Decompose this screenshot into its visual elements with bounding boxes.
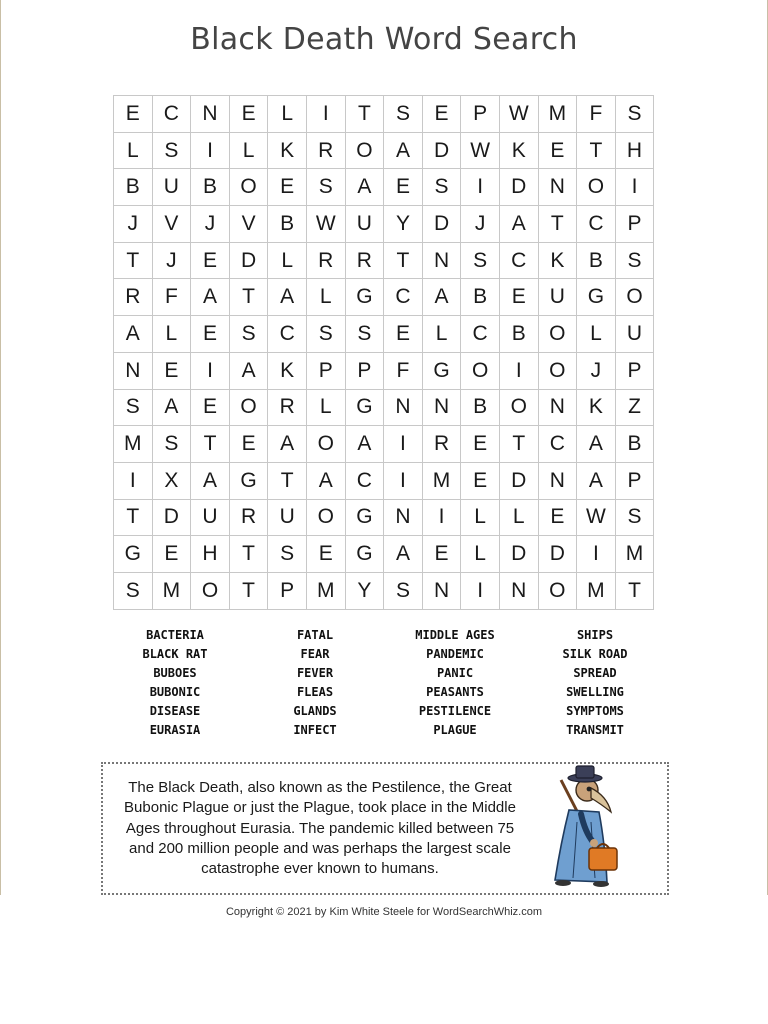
grid-cell: I	[306, 96, 345, 133]
grid-cell: N	[499, 572, 538, 609]
grid-cell: T	[615, 572, 654, 609]
grid-cell: U	[345, 206, 384, 243]
grid-cell: K	[268, 352, 307, 389]
grid-cell: S	[615, 96, 654, 133]
word-list-item: FEVER	[296, 666, 334, 680]
grid-cell: G	[114, 536, 153, 573]
grid-cell: M	[577, 572, 616, 609]
grid-cell: B	[461, 279, 500, 316]
grid-cell: E	[538, 132, 577, 169]
grid-row	[114, 242, 654, 279]
grid-cell: I	[461, 169, 500, 206]
grid-cell: W	[499, 96, 538, 133]
grid-cell: N	[422, 389, 461, 426]
grid-cell: C	[499, 242, 538, 279]
grid-cell: O	[499, 389, 538, 426]
grid-cell: J	[191, 206, 230, 243]
word-list-item: EURASIA	[149, 723, 201, 737]
word-list-item: PESTILENCE	[418, 704, 492, 718]
grid-cell: T	[384, 242, 423, 279]
grid-cell: N	[538, 169, 577, 206]
grid-cell: T	[577, 132, 616, 169]
grid-row	[114, 499, 654, 536]
grid-cell: A	[345, 426, 384, 463]
grid-cell: I	[191, 352, 230, 389]
grid-cell: R	[306, 242, 345, 279]
grid-cell: C	[152, 96, 191, 133]
grid-row	[114, 389, 654, 426]
grid-cell: C	[345, 462, 384, 499]
word-column-2	[245, 626, 385, 740]
grid-cell: P	[615, 352, 654, 389]
grid-cell: K	[499, 132, 538, 169]
word-list-item: FATAL	[296, 628, 334, 642]
grid-row	[114, 132, 654, 169]
grid-cell: L	[229, 132, 268, 169]
grid-cell: S	[615, 242, 654, 279]
grid-cell: G	[577, 279, 616, 316]
plague-doctor-icon	[541, 762, 631, 892]
grid-cell: O	[191, 572, 230, 609]
grid-cell: V	[229, 206, 268, 243]
grid-cell: O	[538, 316, 577, 353]
word-list-item: GLANDS	[293, 704, 337, 718]
grid-cell: F	[577, 96, 616, 133]
grid-cell: S	[306, 316, 345, 353]
grid-cell: O	[229, 169, 268, 206]
grid-cell: P	[268, 572, 307, 609]
grid-cell: I	[615, 169, 654, 206]
grid-cell: S	[461, 242, 500, 279]
word-list-item: BUBONIC	[149, 685, 201, 699]
grid-cell: P	[306, 352, 345, 389]
word-column-1	[105, 626, 245, 740]
grid-cell: E	[229, 96, 268, 133]
grid-cell: D	[538, 536, 577, 573]
grid-cell: M	[422, 462, 461, 499]
grid-cell: O	[306, 499, 345, 536]
grid-cell: T	[499, 426, 538, 463]
grid-cell: O	[538, 572, 577, 609]
grid-cell: E	[191, 316, 230, 353]
grid-cell: R	[114, 279, 153, 316]
grid-cell: M	[615, 536, 654, 573]
grid-row	[114, 169, 654, 206]
grid-cell: K	[577, 389, 616, 426]
grid-cell: E	[499, 279, 538, 316]
word-list-item: PANIC	[436, 666, 474, 680]
grid-cell: D	[499, 536, 538, 573]
grid-cell: I	[577, 536, 616, 573]
grid-cell: A	[191, 462, 230, 499]
grid-cell: A	[152, 389, 191, 426]
grid-cell: Y	[345, 572, 384, 609]
grid-cell: L	[268, 96, 307, 133]
grid-cell: T	[191, 426, 230, 463]
grid-cell: C	[268, 316, 307, 353]
grid-cell: L	[114, 132, 153, 169]
grid-cell: S	[152, 132, 191, 169]
grid-cell: S	[306, 169, 345, 206]
grid-cell: A	[229, 352, 268, 389]
word-list-item: SYMPTOMS	[566, 704, 624, 718]
word-list-item: SPREAD	[573, 666, 617, 680]
grid-cell: B	[114, 169, 153, 206]
grid-cell: U	[538, 279, 577, 316]
grid-cell: H	[191, 536, 230, 573]
page-title: Black Death Word Search	[190, 22, 578, 57]
grid-cell: G	[229, 462, 268, 499]
grid-cell: R	[306, 132, 345, 169]
grid-cell: T	[114, 499, 153, 536]
word-list-item: DISEASE	[149, 704, 201, 718]
word-list-item: BACTERIA	[146, 628, 204, 642]
grid-row	[114, 316, 654, 353]
grid-cell: Z	[615, 389, 654, 426]
grid-cell: I	[461, 572, 500, 609]
grid-cell: S	[615, 499, 654, 536]
grid-cell: A	[268, 426, 307, 463]
grid-cell: T	[538, 206, 577, 243]
grid-cell: A	[577, 426, 616, 463]
grid-cell: I	[384, 462, 423, 499]
grid-cell: I	[499, 352, 538, 389]
grid-cell: U	[191, 499, 230, 536]
grid-cell: S	[114, 389, 153, 426]
word-list	[105, 626, 665, 740]
grid-cell: E	[191, 389, 230, 426]
grid-cell: E	[229, 426, 268, 463]
grid-cell: U	[268, 499, 307, 536]
grid-row	[114, 462, 654, 499]
grid-cell: N	[114, 352, 153, 389]
word-list-item: FEAR	[300, 647, 330, 661]
grid-row	[114, 572, 654, 609]
grid-cell: A	[306, 462, 345, 499]
grid-cell: C	[577, 206, 616, 243]
grid-cell: L	[306, 279, 345, 316]
grid-cell: W	[461, 132, 500, 169]
grid-cell: L	[152, 316, 191, 353]
grid-cell: S	[152, 426, 191, 463]
grid-cell: G	[345, 279, 384, 316]
grid-cell: S	[114, 572, 153, 609]
grid-cell: L	[577, 316, 616, 353]
grid-cell: P	[615, 206, 654, 243]
grid-cell: J	[152, 242, 191, 279]
grid-cell: N	[538, 462, 577, 499]
grid-cell: K	[268, 132, 307, 169]
word-list-item: BLACK RAT	[142, 647, 208, 661]
grid-cell: B	[268, 206, 307, 243]
grid-cell: D	[152, 499, 191, 536]
grid-cell: E	[461, 426, 500, 463]
word-list-item: TRANSMIT	[566, 723, 624, 737]
grid-cell: R	[422, 426, 461, 463]
word-list-item: INFECT	[293, 723, 337, 737]
grid-row	[114, 426, 654, 463]
word-list-item: PLAGUE	[433, 723, 477, 737]
grid-cell: O	[345, 132, 384, 169]
grid-cell: E	[268, 169, 307, 206]
grid-cell: E	[461, 462, 500, 499]
grid-cell: S	[384, 96, 423, 133]
grid-cell: N	[384, 389, 423, 426]
grid-cell: C	[538, 426, 577, 463]
grid-cell: X	[152, 462, 191, 499]
grid-cell: H	[615, 132, 654, 169]
word-column-4	[525, 626, 665, 740]
grid-cell: B	[191, 169, 230, 206]
grid-cell: B	[577, 242, 616, 279]
grid-cell: E	[538, 499, 577, 536]
word-list-item: PANDEMIC	[426, 647, 484, 661]
grid-cell: F	[384, 352, 423, 389]
grid-cell: E	[114, 96, 153, 133]
grid-cell: P	[345, 352, 384, 389]
grid-cell: L	[306, 389, 345, 426]
grid-cell: E	[306, 536, 345, 573]
grid-cell: O	[461, 352, 500, 389]
grid-cell: L	[268, 242, 307, 279]
word-search-grid	[113, 95, 654, 610]
grid-cell: O	[577, 169, 616, 206]
grid-cell: R	[345, 242, 384, 279]
grid-cell: A	[268, 279, 307, 316]
grid-cell: L	[499, 499, 538, 536]
grid-cell: W	[577, 499, 616, 536]
grid-cell: D	[499, 169, 538, 206]
grid-cell: T	[114, 242, 153, 279]
grid-cell: I	[114, 462, 153, 499]
grid-cell: T	[229, 536, 268, 573]
grid-cell: E	[422, 536, 461, 573]
grid-cell: N	[422, 242, 461, 279]
grid-cell: F	[152, 279, 191, 316]
word-list-item: MIDDLE AGES	[415, 628, 495, 642]
grid-cell: N	[422, 572, 461, 609]
grid-cell: L	[461, 536, 500, 573]
grid-cell: D	[499, 462, 538, 499]
grid-cell: S	[384, 572, 423, 609]
grid-cell: G	[345, 389, 384, 426]
grid-cell: S	[268, 536, 307, 573]
grid-cell: A	[422, 279, 461, 316]
word-list-item: SILK ROAD	[562, 647, 628, 661]
word-list-item: FLEAS	[296, 685, 334, 699]
grid-cell: J	[577, 352, 616, 389]
word-list-item: SHIPS	[576, 628, 614, 642]
grid-cell: E	[384, 316, 423, 353]
grid-cell: S	[229, 316, 268, 353]
word-list-item: SWELLING	[566, 685, 624, 699]
grid-row	[114, 206, 654, 243]
grid-cell: L	[461, 499, 500, 536]
grid-cell: E	[152, 352, 191, 389]
grid-cell: P	[615, 462, 654, 499]
grid-cell: L	[422, 316, 461, 353]
word-list-item: BUBOES	[153, 666, 197, 680]
grid-cell: E	[384, 169, 423, 206]
grid-cell: A	[499, 206, 538, 243]
grid-cell: N	[384, 499, 423, 536]
grid-cell: U	[615, 316, 654, 353]
grid-row	[114, 279, 654, 316]
grid-row	[114, 352, 654, 389]
grid-cell: C	[461, 316, 500, 353]
grid-cell: J	[114, 206, 153, 243]
grid-cell: I	[191, 132, 230, 169]
grid-cell: T	[268, 462, 307, 499]
grid-cell: O	[615, 279, 654, 316]
grid-cell: D	[229, 242, 268, 279]
grid-row	[114, 96, 654, 133]
grid-cell: O	[306, 426, 345, 463]
grid-cell: B	[499, 316, 538, 353]
grid-cell: C	[384, 279, 423, 316]
grid-cell: E	[191, 242, 230, 279]
word-column-3	[385, 626, 525, 740]
grid-cell: A	[114, 316, 153, 353]
grid-cell: T	[345, 96, 384, 133]
grid-row	[114, 536, 654, 573]
grid-cell: N	[191, 96, 230, 133]
info-box	[101, 762, 669, 895]
grid-cell: D	[422, 206, 461, 243]
grid-cell: B	[615, 426, 654, 463]
grid-cell: Y	[384, 206, 423, 243]
grid-cell: B	[461, 389, 500, 426]
grid-cell: V	[152, 206, 191, 243]
grid-cell: M	[538, 96, 577, 133]
grid-cell: E	[422, 96, 461, 133]
grid-cell: O	[229, 389, 268, 426]
grid-cell: P	[461, 96, 500, 133]
word-list-item: PEASANTS	[426, 685, 484, 699]
grid-cell: T	[229, 279, 268, 316]
grid-cell: M	[152, 572, 191, 609]
grid-cell: T	[229, 572, 268, 609]
info-text: The Black Death, also known as the Pestilence, the Great Bubonic Plague or just the Plague, took place in the Middle Ages throughout Eurasia. The pandemic killed between 75 and 200 million people and was perhaps the largest scale catastrophe ever known to humans.	[124, 779, 516, 878]
grid-cell: G	[345, 536, 384, 573]
grid-cell: G	[345, 499, 384, 536]
grid-cell: M	[114, 426, 153, 463]
grid-cell: K	[538, 242, 577, 279]
copyright-text: Copyright © 2021 by Kim White Steele for WordSearchWhiz.com	[225, 906, 543, 918]
grid-cell: R	[268, 389, 307, 426]
grid-cell: A	[577, 462, 616, 499]
grid-cell: A	[345, 169, 384, 206]
grid-cell: S	[345, 316, 384, 353]
grid-cell: U	[152, 169, 191, 206]
grid-cell: E	[152, 536, 191, 573]
grid-cell: D	[422, 132, 461, 169]
grid-cell: O	[538, 352, 577, 389]
grid-cell: I	[384, 426, 423, 463]
grid-cell: M	[306, 572, 345, 609]
grid-cell: W	[306, 206, 345, 243]
grid-cell: S	[422, 169, 461, 206]
grid-cell: G	[422, 352, 461, 389]
grid-cell: A	[191, 279, 230, 316]
grid-cell: J	[461, 206, 500, 243]
grid-cell: R	[229, 499, 268, 536]
grid-cell: I	[422, 499, 461, 536]
grid-cell: A	[384, 536, 423, 573]
grid-cell: N	[538, 389, 577, 426]
grid-cell: A	[384, 132, 423, 169]
